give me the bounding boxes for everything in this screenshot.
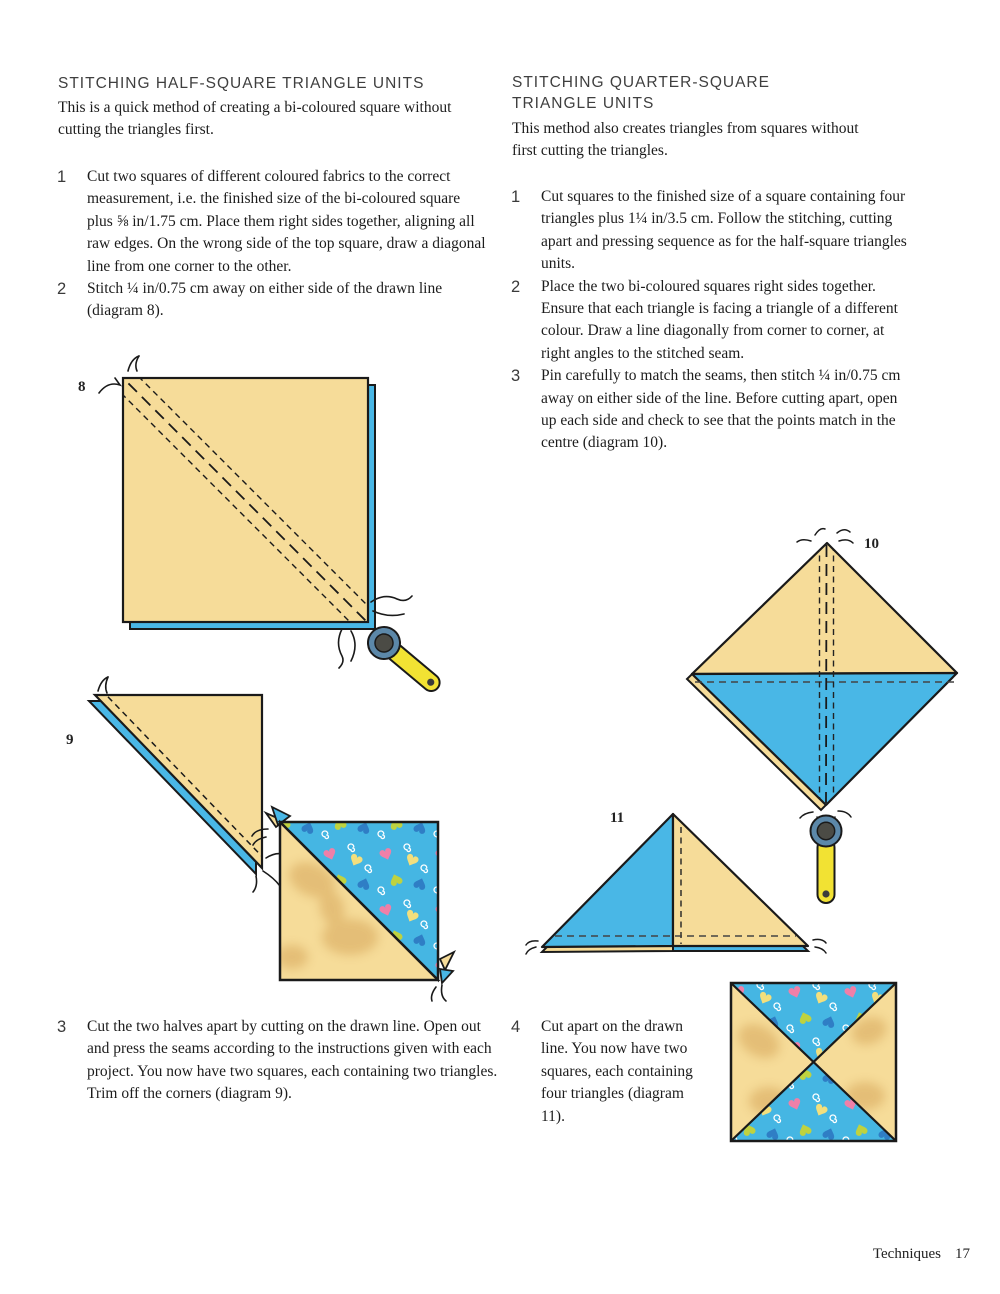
step-text: Cut apart on the drawn line. You now have two squares, each containing four triangles (diagram 11). bbox=[541, 1018, 693, 1125]
right-step-4 bbox=[511, 1016, 706, 1128]
step-text: Cut squares to the finished size of a square containing four triangles plus 1¼ in/3.5 cm. Follow the stitching, cutting apart and pressing sequence as for the half-square triangles units. bbox=[541, 188, 907, 273]
step-number: 3 bbox=[511, 367, 521, 386]
step-item bbox=[511, 365, 909, 455]
yellow-half-diamond bbox=[692, 543, 957, 674]
diagram-11-illustration bbox=[525, 795, 865, 970]
diagram-8-illustration bbox=[55, 352, 475, 712]
half-square-unit bbox=[252, 807, 454, 1001]
step-number: 1 bbox=[511, 188, 521, 206]
left-step-3 bbox=[57, 1016, 504, 1106]
step-number: 2 bbox=[57, 280, 67, 299]
step-text: Stitch ¼ in/0.75 cm away on either side of the drawn line (diagram 8). bbox=[87, 280, 443, 320]
right-section-heading: STITCHING QUARTER-SQUARE TRIANGLE UNITS bbox=[512, 74, 770, 112]
step-text: Cut the two halves apart by cutting on the drawn line. Open out and press the seams according to the instructions given with each project. You now have two squares, each containing two triangles. Trim off the corners (diagram 9). bbox=[87, 1018, 498, 1103]
step-number: 2 bbox=[511, 277, 521, 296]
page-footer bbox=[790, 1246, 970, 1263]
diagram-11-label: 11 bbox=[610, 810, 625, 826]
blue-half-triangle bbox=[542, 814, 673, 947]
right-section-intro: This method also creates triangles from squares without first cutting the triangles. bbox=[512, 120, 859, 160]
blue-half-diamond bbox=[692, 673, 957, 805]
left-section-heading: STITCHING HALF-SQUARE TRIANGLE UNITS bbox=[58, 75, 425, 92]
yellow-half-triangle bbox=[673, 814, 808, 946]
diagram-9-label: 9 bbox=[66, 732, 74, 748]
diagram-9-illustration bbox=[40, 675, 480, 1010]
step-text: Cut two squares of different coloured fabrics to the correct measurement, i.e. the finished size of the bi-coloured square plus ⅝ in/1.75 cm. Place them right sides together, aligning all raw edges. On the wrong side of the top square, draw a diagonal line from one corner to the other. bbox=[87, 168, 486, 275]
left-steps-list bbox=[57, 166, 489, 323]
step-number: 3 bbox=[57, 1018, 67, 1036]
step-item bbox=[511, 276, 909, 366]
step-text: Place the two bi-coloured squares right sides together. Ensure that each triangle is facing a triangle of a different colour. Draw a line diagonally from corner to corner, at right angles to the stitched seam. bbox=[541, 277, 898, 362]
footer-section-title: Techniques bbox=[872, 1246, 941, 1262]
footer-page-number: 17 bbox=[955, 1246, 970, 1262]
step-item bbox=[511, 186, 909, 276]
top-fabric-triangle bbox=[95, 695, 262, 868]
step-number: 4 bbox=[511, 1018, 521, 1036]
step-text: Pin carefully to match the seams, then stitch ¼ in/0.75 cm away on either side of the line. Before cutting apart, open up each side and check to see that the points match in the centre (diagram 10). bbox=[541, 367, 901, 452]
diagram-8-label: 8 bbox=[78, 379, 86, 395]
quarter-square-unit-illustration bbox=[729, 981, 901, 1145]
step-item bbox=[57, 278, 489, 323]
diagram-10-label: 10 bbox=[864, 536, 879, 552]
step-item bbox=[57, 166, 489, 278]
step-number: 1 bbox=[57, 168, 67, 186]
right-steps-list bbox=[511, 186, 909, 455]
left-section-intro: This is a quick method of creating a bi-coloured square without cutting the triangles first. bbox=[58, 99, 452, 139]
